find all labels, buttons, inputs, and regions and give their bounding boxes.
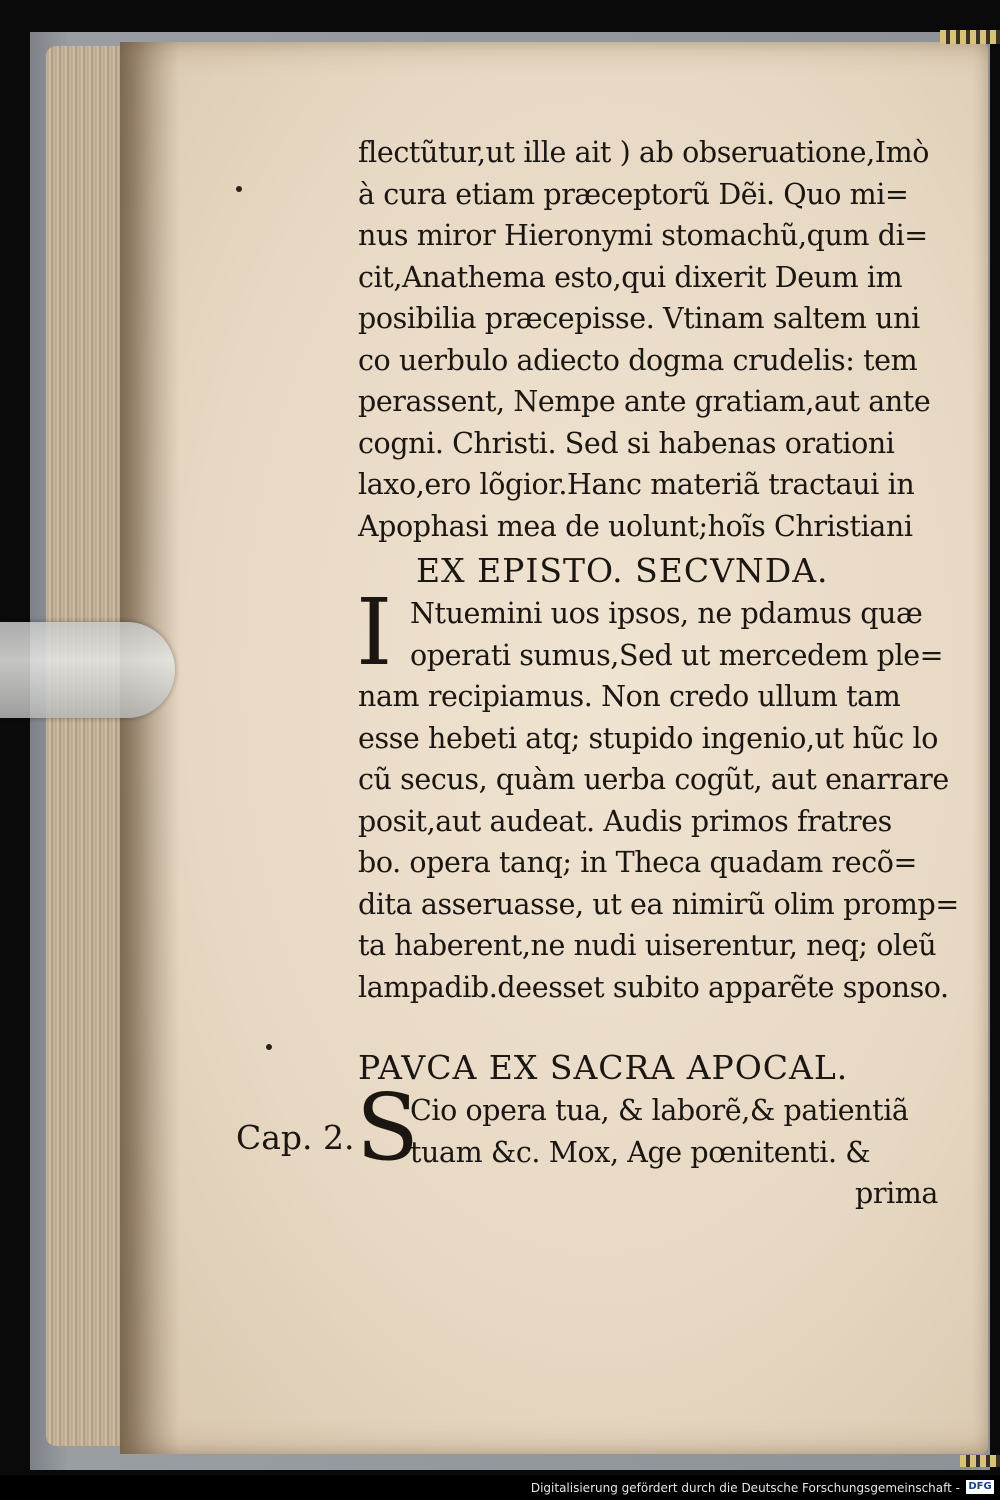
paragraph-with-drop-cap [356,1074,948,1215]
text-line: à cura etiam præceptorũ Dẽi. Quo mi= [358,177,909,211]
text-line: dita asseruasse, ut ea nimirũ olim promp= [358,887,959,921]
text-line: lampadib.deesset subito apparẽte sponso. [358,970,949,1004]
text-line: operati sumus,Sed ut mercedem ple= [410,638,944,672]
text-line: posit,aut audeat. Audis primos fratres [358,804,892,838]
section-heading: EX EPISTO. SECVNDA. [416,551,829,590]
text-line: posibilia præcepisse. Vtinam saltem uni [358,302,920,335]
section-heading: PAVCA EX SACRA APOCAL. [358,1048,849,1087]
drop-cap: S [356,1074,420,1181]
text-line: Apophasi mea de uolunt;hoĩs Christiani [358,509,913,543]
margin-dot [266,1044,272,1050]
paragraph-with-drop-cap [356,579,959,1008]
dfg-logo-icon: DFG [966,1480,994,1494]
text-line: flectũtur,ut ille ait ) ab obseruatione,Imò [358,136,930,169]
text-line: nam recipiamus. Non credo ullum tam [358,680,901,713]
footer-bar [0,1475,1000,1500]
text-column [356,132,959,1215]
text-line: cogni. Christi. Sed si habenas orationi [358,426,895,460]
spine-shadow [120,42,180,1454]
footer-credit: Digitalisierung gefördert durch die Deutsche Forschungsgemeinschaft - [530,1481,960,1495]
text-line: esse hebeti atq; stupido ingenio,ut hũc lo [358,721,938,755]
text-line: ta haberent,ne nudi uiserentur, neq; oleũ [358,929,937,962]
margin-note: Cap. 2. [236,1118,355,1157]
text-line: laxo,ero lõgior.Hanc materiã tractaui in [358,468,915,501]
text-line: tuam &c. Mox, Age pœnitenti. & [410,1135,871,1169]
text-line: Ntuemini uos ipsos, ne pdamus quæ [410,597,923,630]
text-line: nus miror Hieronymi stomachũ,qum di= [358,219,928,252]
text-line: co uerbulo adiecto dogma crudelis: tem [358,343,918,377]
text-line: cũ secus, quàm uerba cogũt, aut enarrare [358,763,949,796]
text-line: cit,Anathema esto,qui dixerit Deum im [358,260,903,294]
text-line: Cio opera tua, & laborẽ,& patientiã [410,1094,909,1127]
margin-dot [236,186,242,192]
text-line: bo. opera tanq; in Theca quadam recõ= [358,846,918,879]
catchword: prima [855,1177,938,1210]
drop-cap: I [356,579,393,686]
binding-corner-bottom [960,1455,1000,1467]
binding-corner-top [940,30,1000,44]
text-line: perassent, Nempe ante gratiam,aut ante [358,385,931,418]
clasp-strap [0,622,175,718]
